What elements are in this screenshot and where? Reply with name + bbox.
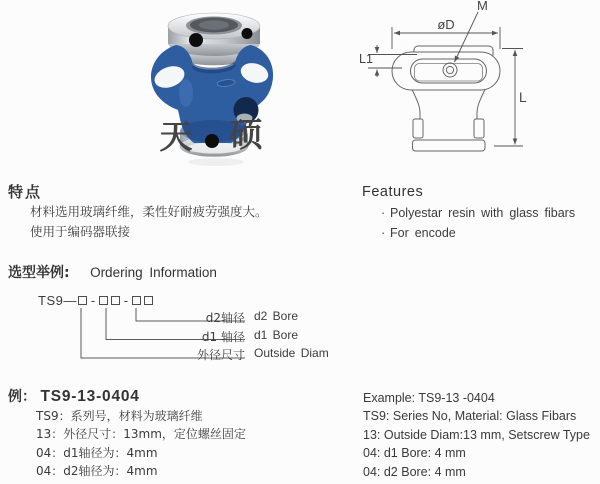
- drawing-tab-left: [413, 119, 423, 138]
- features-cn-heading: 特点: [8, 183, 43, 201]
- features-en-heading: Features: [362, 184, 424, 200]
- blue-highlight: [179, 79, 193, 107]
- setscrew-hole-bottom: [205, 134, 219, 148]
- features-en-item1-label: Polyestar resin with glass fibars: [390, 206, 576, 220]
- drawing-loop-outer: [392, 52, 500, 90]
- technical-drawing: [340, 0, 540, 170]
- ordering-row-outside-diam: [0, 346, 600, 360]
- watermark-char-left: 天: [159, 117, 193, 156]
- product-photo: [145, 8, 275, 174]
- drawing-bottom-plate: [413, 140, 486, 151]
- ordering-row-d1-en: d1 Bore: [254, 327, 299, 342]
- example-cn-body: [36, 407, 246, 481]
- ordering-heading-cn: 选型举例:: [8, 265, 70, 281]
- features-cn-body: [30, 202, 268, 242]
- features-cn-line2: 使用于编码器联接: [30, 224, 131, 239]
- ordering-row-d2-en: d2 Bore: [254, 309, 299, 323]
- features-en-item2: [381, 224, 575, 244]
- watermark-char-right: 硕: [229, 115, 263, 154]
- photo-shadow: [188, 158, 244, 166]
- drawing-waist-right: [477, 90, 485, 120]
- example-en-line2: TS9: Series No, Material: Glass Fibars: [363, 409, 577, 424]
- features-en-item1: [381, 204, 575, 224]
- model-box-d1-digit2: [111, 296, 120, 305]
- ordering-row-d2-cn: d2轴径: [205, 311, 245, 325]
- example-cn-prefix: 例：: [8, 389, 36, 405]
- ordering-row-d1: [0, 328, 600, 342]
- dim-label-od: øD: [437, 17, 455, 32]
- example-en-body: [363, 389, 590, 481]
- model-box-d1-digit1: [99, 296, 108, 305]
- top-collar-hole-inner: [199, 20, 229, 30]
- drawing-tab-right: [474, 119, 484, 138]
- model-dash-long: —: [63, 293, 77, 308]
- ordering-row-d1-cn: d1 轴径: [201, 329, 245, 344]
- model-box-d2-digit2: [144, 296, 153, 305]
- example-en-line3: 13: Outside Diam:13 mm, Setscrew Type: [363, 427, 590, 442]
- dim-label-m: M: [477, 0, 488, 13]
- example-cn-line3: 04：d1轴径为：4mm: [36, 445, 158, 460]
- model-box-d2-digit1: [132, 296, 141, 305]
- example-en-line5: 04: d2 Bore: 4 mm: [363, 464, 466, 479]
- features-en-list: [381, 204, 575, 243]
- bullet-icon: ·: [381, 206, 386, 220]
- model-dash-1: -: [90, 293, 96, 308]
- example-en-line4: 04: d1 Bore: 4 mm: [363, 446, 466, 461]
- example-en-line1: Example: TS9-13 -0404: [363, 391, 495, 405]
- ordering-row-od-en: Outside Diam: [254, 346, 329, 360]
- features-cn-line1: 材料选用玻璃纤维，柔性好耐疲劳强度大。: [30, 204, 268, 219]
- setscrew-hole-top-left: [189, 33, 203, 47]
- setscrew-hole-top-right: [242, 28, 253, 39]
- example-cn-line1: TS9：系列号，材料为玻璃纤维: [36, 409, 203, 423]
- model-box-outside-diam: [78, 296, 87, 305]
- example-cn-line2: 13：外径尺寸：13mm，定位螺丝固定: [36, 427, 246, 442]
- model-dash-2: -: [123, 293, 129, 308]
- ordering-heading-en: Ordering Information: [90, 265, 217, 280]
- drawing-waist-left: [412, 90, 420, 120]
- ordering-row-od-cn: 外径尺寸: [196, 348, 245, 362]
- ordering-row-d2: [0, 309, 600, 323]
- dim-label-l: L: [519, 90, 527, 105]
- bullet-icon: ·: [381, 225, 386, 240]
- model-prefix: TS9: [38, 293, 64, 308]
- ordering-heading: [8, 262, 217, 282]
- example-cn-model: TS9-13-0404: [40, 388, 140, 405]
- features-en-item2-label: For encode: [390, 225, 456, 240]
- example-cn-heading: [8, 386, 140, 406]
- example-cn-line4: 04：d2轴径为：4mm: [36, 464, 158, 479]
- dim-label-l1: L1: [359, 52, 373, 66]
